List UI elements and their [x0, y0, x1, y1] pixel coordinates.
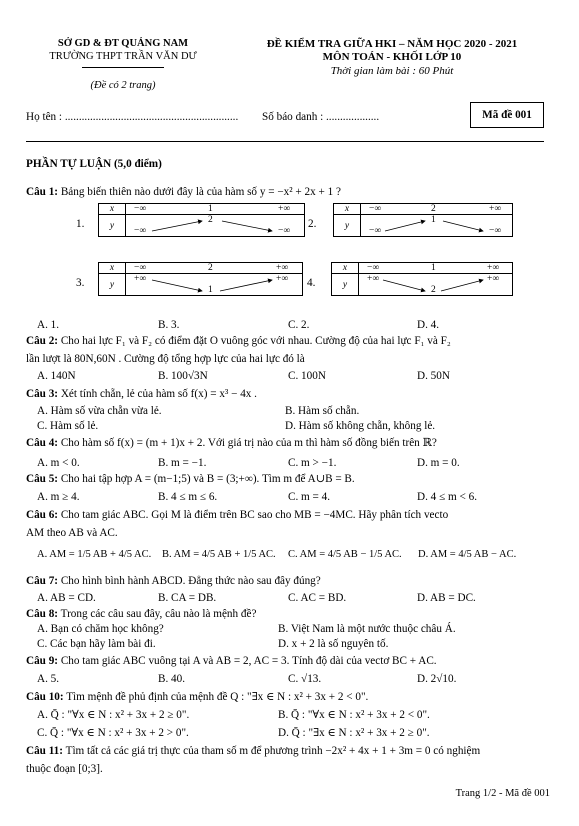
- table-2-number: 2.: [308, 218, 317, 230]
- header-divider-left: [82, 67, 164, 68]
- q4-option-a[interactable]: A. m < 0.: [37, 457, 80, 469]
- table-x-label: x: [99, 204, 126, 215]
- table-x-label: x: [99, 263, 126, 274]
- student-name-line: Họ tên : ..............................................................: [26, 111, 239, 123]
- table-x-end: +∞: [487, 263, 500, 273]
- table-y-mid: 2: [208, 215, 213, 225]
- table-arrows: [359, 274, 515, 296]
- table-x-end: +∞: [276, 263, 289, 273]
- question-label: Câu 7:: [26, 575, 59, 587]
- exam-title: ĐỀ KIỂM TRA GIỮA HKI – NĂM HỌC 2020 - 2021: [266, 38, 518, 50]
- table-arrows: [361, 215, 515, 237]
- q3-option-a[interactable]: A. Hàm số vừa chẵn vừa lẻ.: [37, 405, 162, 417]
- q8-option-b[interactable]: B. Việt Nam là một nước thuộc châu Á.: [278, 623, 456, 635]
- question-label: Câu 8:: [26, 608, 59, 620]
- question-text: Cho tam giác ABC vuông tại A và AB = 2, AC = 3. Tính độ dài của vectơ BC + AC.: [60, 655, 437, 667]
- table-x-label: x: [332, 263, 359, 274]
- question-text: Trong các câu sau đây, câu nào là mệnh đề?: [60, 608, 257, 620]
- question-label: Câu 10:: [26, 691, 64, 703]
- q5-option-b[interactable]: B. 4 ≤ m ≤ 6.: [158, 491, 218, 503]
- question-text: Xét tính chẵn, lẻ của hàm số f(x) = x³ − 4x .: [60, 388, 257, 400]
- question-10: [26, 690, 554, 704]
- q8-option-d[interactable]: D. x + 2 là số nguyên tố.: [278, 638, 389, 650]
- question-9: [26, 654, 554, 668]
- section-title: PHẦN TỰ LUẬN (5,0 điểm): [26, 158, 162, 170]
- table-y-label: y: [99, 274, 126, 296]
- subject-title: MÔN TOÁN - KHỐI LỚP 10: [322, 51, 462, 63]
- table-3-number: 3.: [76, 277, 85, 289]
- department-name: SỞ GD & ĐT QUẢNG NAM: [57, 38, 189, 49]
- table-arrows: [126, 274, 304, 296]
- question-5: [26, 472, 554, 486]
- table-x-start: −∞: [369, 204, 382, 214]
- exam-code-box: Mã đề 001: [470, 102, 544, 128]
- table-y-label: y: [332, 274, 359, 296]
- variation-table-2: [333, 203, 513, 237]
- question-2-cont: lần lượt là 80N,60N . Cường độ tổng hợp lực của hai lực đó là: [26, 353, 305, 365]
- table-x-mid: 1: [431, 263, 436, 273]
- q1-option-b[interactable]: B. 3.: [158, 319, 180, 331]
- question-label: Câu 4:: [26, 437, 59, 449]
- q1-option-c[interactable]: C. 2.: [288, 319, 310, 331]
- q10-option-a[interactable]: A. Q̄ : "∀x ∈ N : x² + 3x + 2 ≥ 0".: [37, 709, 190, 721]
- q7-option-d[interactable]: D. AB = DC.: [417, 592, 476, 604]
- q5-option-d[interactable]: D. 4 ≤ m < 6.: [417, 491, 477, 503]
- q7-option-a[interactable]: A. AB = CD.: [37, 592, 96, 604]
- table-1-number: 1.: [76, 218, 85, 230]
- question-text: Cho hai tập hợp A = (m−1;5) và B = (3;+∞). Tìm m để A∪B = B.: [60, 473, 355, 485]
- question-label: Câu 9:: [26, 655, 59, 667]
- q4-option-d[interactable]: D. m = 0.: [417, 457, 460, 469]
- q5-option-c[interactable]: C. m = 4.: [288, 491, 331, 503]
- student-id-line: Số báo danh : ...................: [262, 111, 380, 123]
- q4-option-b[interactable]: B. m = −1.: [158, 457, 207, 469]
- table-arrows: [126, 215, 306, 237]
- table-y-label: y: [99, 215, 126, 237]
- q5-option-a[interactable]: A. m ≥ 4.: [37, 491, 80, 503]
- table-y-label: y: [334, 215, 361, 237]
- q6-option-a[interactable]: A. AM = 1/5 AB + 4/5 AC.: [37, 549, 152, 560]
- table-y-end: −∞: [489, 226, 502, 236]
- question-7: [26, 574, 554, 588]
- q6-option-d[interactable]: D. AM = 4/5 AB − AC.: [418, 549, 517, 560]
- question-label: Câu 1:: [26, 186, 59, 198]
- question-4: [26, 436, 554, 450]
- q7-option-b[interactable]: B. CA = DB.: [158, 592, 217, 604]
- question-text: Tìm tất cả các giá trị thực của tham số m để phương trình −2x² + 4x + 1 + 3m = 0 có nghiệm: [65, 745, 481, 757]
- table-y-start: −∞: [134, 226, 147, 236]
- q2-option-c[interactable]: C. 100N: [288, 370, 326, 382]
- question-label: Câu 6:: [26, 509, 59, 521]
- q8-option-a[interactable]: A. Bạn có chăm học không?: [37, 623, 164, 635]
- table-x-start: −∞: [367, 263, 380, 273]
- q3-option-c[interactable]: C. Hàm số lẻ.: [37, 420, 99, 432]
- q9-option-c[interactable]: C. √13.: [288, 673, 322, 685]
- q1-option-a[interactable]: A. 1.: [37, 319, 60, 331]
- variation-table-3: [98, 262, 303, 296]
- table-y-start: +∞: [134, 274, 147, 284]
- q9-option-a[interactable]: A. 5.: [37, 673, 60, 685]
- question-1: [26, 185, 554, 199]
- table-x-mid: 2: [431, 204, 436, 214]
- question-label: Câu 3:: [26, 388, 59, 400]
- table-x-start: −∞: [134, 263, 147, 273]
- table-x-mid: 1: [208, 204, 213, 214]
- q7-option-c[interactable]: C. AC = BD.: [288, 592, 347, 604]
- table-y-mid: 1: [208, 285, 213, 295]
- question-text: Cho hai lực F₁ và F₂ có điểm đặt O vuông góc với nhau. Cường độ của hai lực F₁ và F₂: [60, 335, 451, 347]
- table-y-start: +∞: [367, 274, 380, 284]
- question-2: [26, 334, 554, 348]
- question-11-cont: thuộc đoạn [0;3].: [26, 763, 103, 775]
- pages-note: (Đề có 2 trang): [90, 80, 156, 91]
- question-label: Câu 5:: [26, 473, 59, 485]
- question-11: [26, 744, 554, 758]
- q10-option-b[interactable]: B. Q̄ : "∀x ∈ N : x² + 3x + 2 < 0".: [278, 709, 430, 721]
- q10-option-c[interactable]: C. Q̄ : "∀x ∈ N : x² + 3x + 2 > 0".: [37, 727, 189, 739]
- variation-table-4: [331, 262, 513, 296]
- question-label: Câu 11:: [26, 745, 63, 757]
- table-x-end: +∞: [489, 204, 502, 214]
- question-8: [26, 607, 554, 621]
- question-text: Bảng biến thiên nào dưới đây là của hàm số y = −x² + 2x + 1 ?: [60, 186, 341, 198]
- q2-option-a[interactable]: A. 140N: [37, 370, 76, 382]
- variation-table-1: [98, 203, 305, 237]
- table-x-mid: 2: [208, 263, 213, 273]
- question-text: Cho tam giác ABC. Gọi M là điểm trên BC sao cho MB = −4MC. Hãy phân tích vecto: [60, 509, 449, 521]
- exam-duration: Thời gian làm bài : 60 Phút: [330, 65, 454, 77]
- table-x-end: +∞: [278, 204, 291, 214]
- table-y-end: −∞: [278, 226, 291, 236]
- question-text: Cho hình bình hành ABCD. Đẳng thức nào sau đây đúng?: [60, 575, 321, 587]
- q3-option-b[interactable]: B. Hàm số chẵn.: [285, 405, 360, 417]
- q6-option-c[interactable]: C. AM = 4/5 AB − 1/5 AC.: [288, 549, 402, 560]
- table-y-end: +∞: [276, 274, 289, 284]
- question-text: Tìm mệnh đề phủ định của mệnh đề Q : "∃x ∈ N : x² + 3x + 2 < 0".: [66, 691, 369, 703]
- q3-option-d[interactable]: D. Hàm số không chẵn, không lẻ.: [285, 420, 436, 432]
- q1-option-d[interactable]: D. 4.: [417, 319, 440, 331]
- q8-option-c[interactable]: C. Các bạn hãy làm bài đi.: [37, 638, 156, 650]
- header-rule: [26, 141, 544, 142]
- table-y-mid: 2: [431, 285, 436, 295]
- q6-option-b[interactable]: B. AM = 4/5 AB + 1/5 AC.: [162, 549, 276, 560]
- q2-option-b[interactable]: B. 100√3N: [158, 370, 208, 382]
- question-3: [26, 387, 554, 401]
- question-6: [26, 508, 554, 522]
- table-y-end: +∞: [487, 274, 500, 284]
- question-label: Câu 2:: [26, 335, 59, 347]
- q4-option-c[interactable]: C. m > −1.: [288, 457, 337, 469]
- question-6-cont: AM theo AB và AC.: [26, 527, 118, 539]
- q2-option-d[interactable]: D. 50N: [417, 370, 450, 382]
- school-name: TRƯỜNG THPT TRẦN VĂN DƯ: [49, 51, 197, 62]
- table-x-start: −∞: [134, 204, 147, 214]
- q9-option-b[interactable]: B. 40.: [158, 673, 186, 685]
- table-y-start: −∞: [369, 226, 382, 236]
- q10-option-d[interactable]: D. Q̄ : "∃x ∈ N : x² + 3x + 2 ≥ 0".: [278, 727, 430, 739]
- table-4-number: 4.: [307, 277, 316, 289]
- table-y-mid: 1: [431, 215, 436, 225]
- question-text: Cho hàm số f(x) = (m + 1)x + 2. Với giá trị nào của m thì hàm số đồng biến trên ℝ?: [60, 437, 437, 449]
- page-footer: Trang 1/2 - Mã đề 001: [455, 788, 550, 799]
- table-x-label: x: [334, 204, 361, 215]
- q9-option-d[interactable]: D. 2√10.: [417, 673, 457, 685]
